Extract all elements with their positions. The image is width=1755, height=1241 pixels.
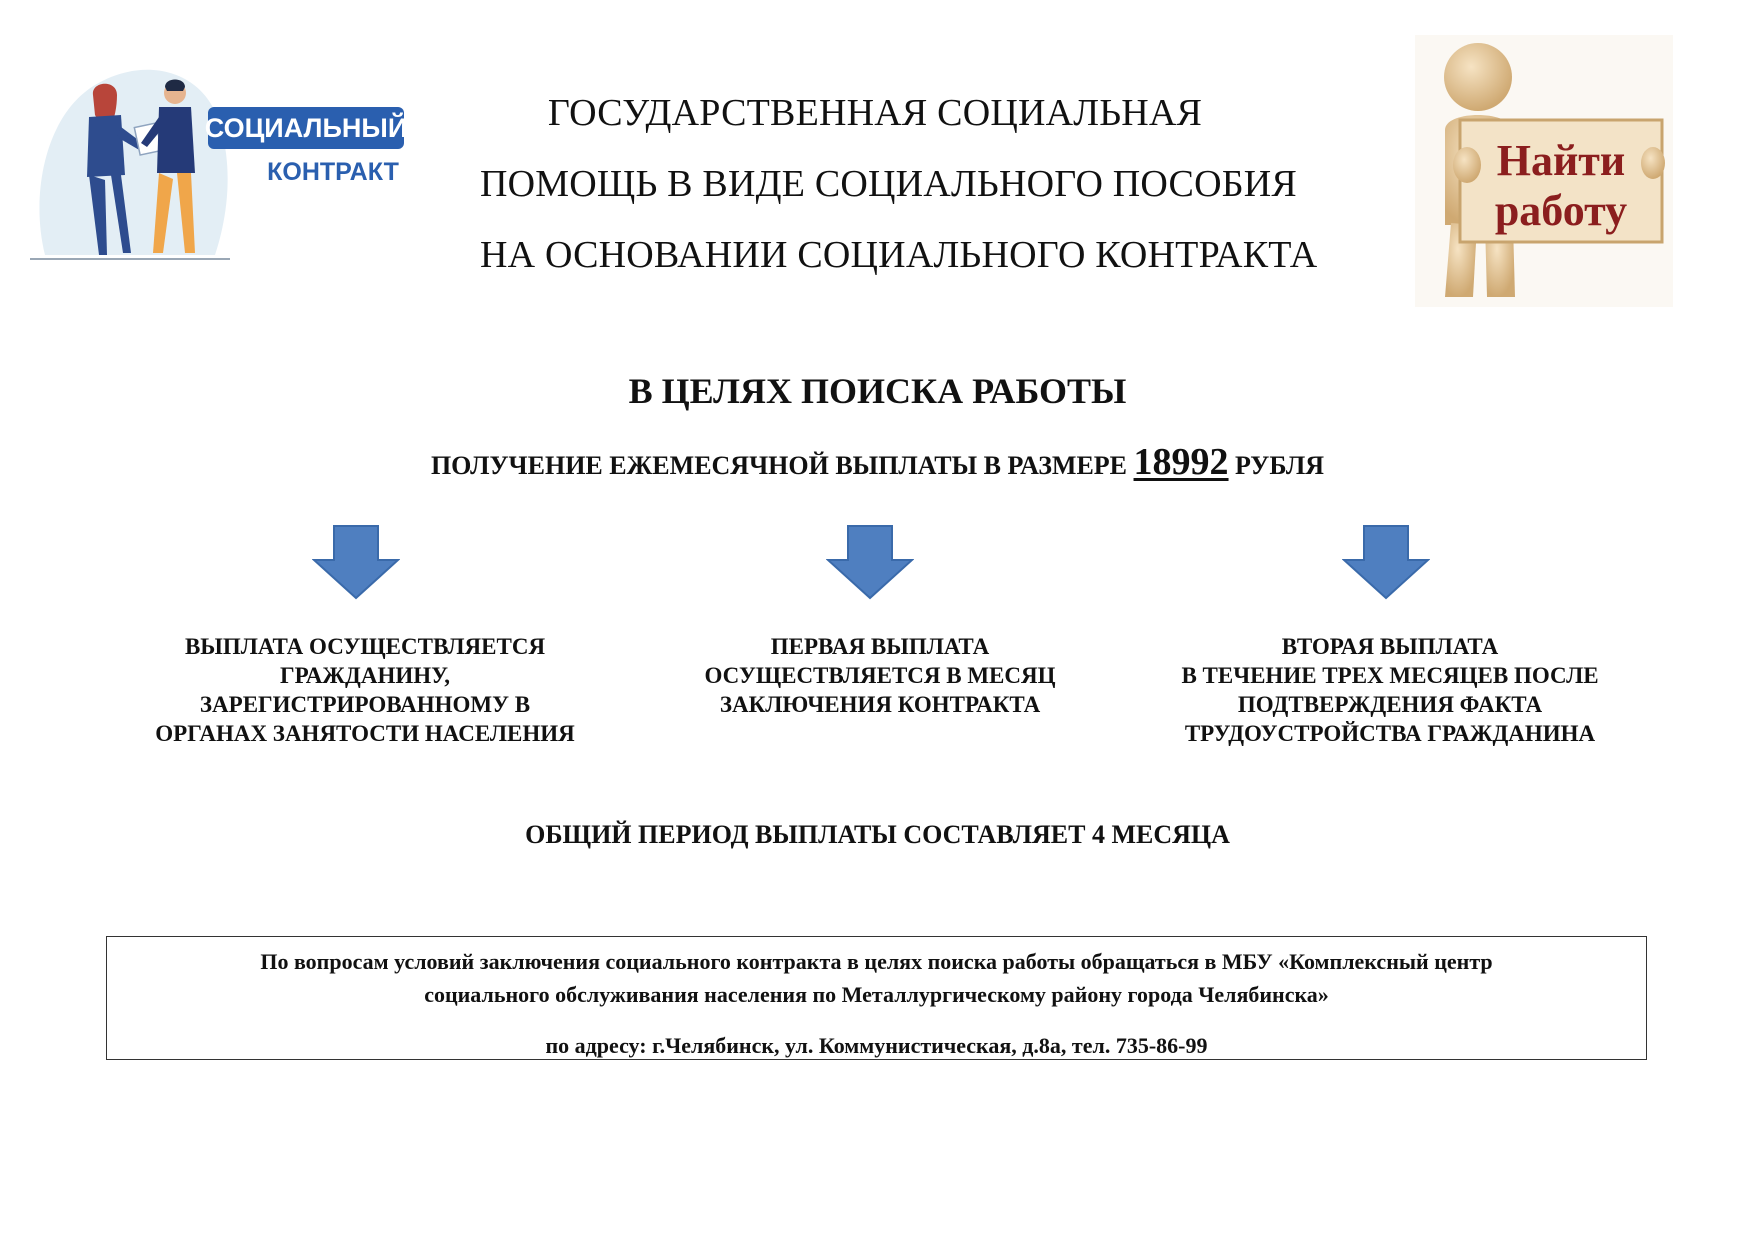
payment-prefix: ПОЛУЧЕНИЕ ЕЖЕМЕСЯЧНОЙ ВЫПЛАТЫ В РАЗМЕРЕ [430,451,1128,480]
contact-line-1: По вопросам условий заключения социального контракта в целях поиска работы обращаться в МБУ «Комплексный центр [260,949,1493,974]
down-arrow-icon [312,524,400,600]
title-line-3: НА ОСНОВАНИИ СОЦИАЛЬНОГО КОНТРАКТА [480,234,1318,276]
column-text-line: В ТЕЧЕНИЕ ТРЕХ МЕСЯЦЕВ ПОСЛЕ [1181,663,1599,688]
payment-line [0,440,1755,484]
total-period: ОБЩИЙ ПЕРИОД ВЫПЛАТЫ СОСТАВЛЯЕТ 4 МЕСЯЦА [525,820,1230,849]
contact-box [106,936,1647,1060]
column-text-line: ГРАЖДАНИНУ, [279,663,451,688]
down-arrow-icon [826,524,914,600]
contact-line-2: социального обслуживания населения по Металлургическому району города Челябинска» [424,982,1329,1007]
sign-line1: Найти [1496,136,1626,185]
payment-amount: 18992 [1133,441,1229,483]
column-text-line: ОСУЩЕСТВЛЯЕТСЯ В МЕСЯЦ [704,663,1056,688]
logo-badge-line2: КОНТРАКТ [267,158,399,186]
payment-suffix: РУБЛЯ [1235,451,1325,480]
title-line-1: ГОСУДАРСТВЕННАЯ СОЦИАЛЬНАЯ [547,92,1203,134]
column-text-line: ТРУДОУСТРОЙСТВА ГРАЖДАНИНА [1184,721,1596,746]
contact-address: по адресу: г.Челябинск, ул. Коммунистическая, д.8а, тел. 735-86-99 [545,1033,1208,1058]
column-text-line: ВТОРАЯ ВЫПЛАТА [1281,634,1499,659]
info-column-first-payment [650,632,1110,719]
section-heading: В ЦЕЛЯХ ПОИСКА РАБОТЫ [628,371,1127,411]
column-text-line: ОРГАНАХ ЗАНЯТОСТИ НАСЕЛЕНИЯ [155,721,575,746]
column-text-line: ЗАКЛЮЧЕНИЯ КОНТРАКТА [719,692,1041,717]
title-line-2: ПОМОЩЬ В ВИДЕ СОЦИАЛЬНОГО ПОСОБИЯ [480,163,1297,205]
sign-line2: работу [1494,186,1628,235]
info-column-registration [120,632,610,748]
column-text-line: ВЫПЛАТА ОСУЩЕСТВЛЯЕТСЯ [184,634,546,659]
find-job-figure-icon [1415,35,1673,307]
column-text-line: ЗАРЕГИСТРИРОВАННОМУ В [199,692,531,717]
page-title [480,78,1318,291]
column-text-line: ПОДТВЕРЖДЕНИЯ ФАКТА [1237,692,1543,717]
column-text-line: ПЕРВАЯ ВЫПЛАТА [770,634,990,659]
logo-badge-line1: СОЦИАЛЬНЫЙ [204,113,408,143]
info-column-second-payment [1145,632,1635,748]
down-arrow-icon [1342,524,1430,600]
social-contract-logo-icon [25,55,455,270]
